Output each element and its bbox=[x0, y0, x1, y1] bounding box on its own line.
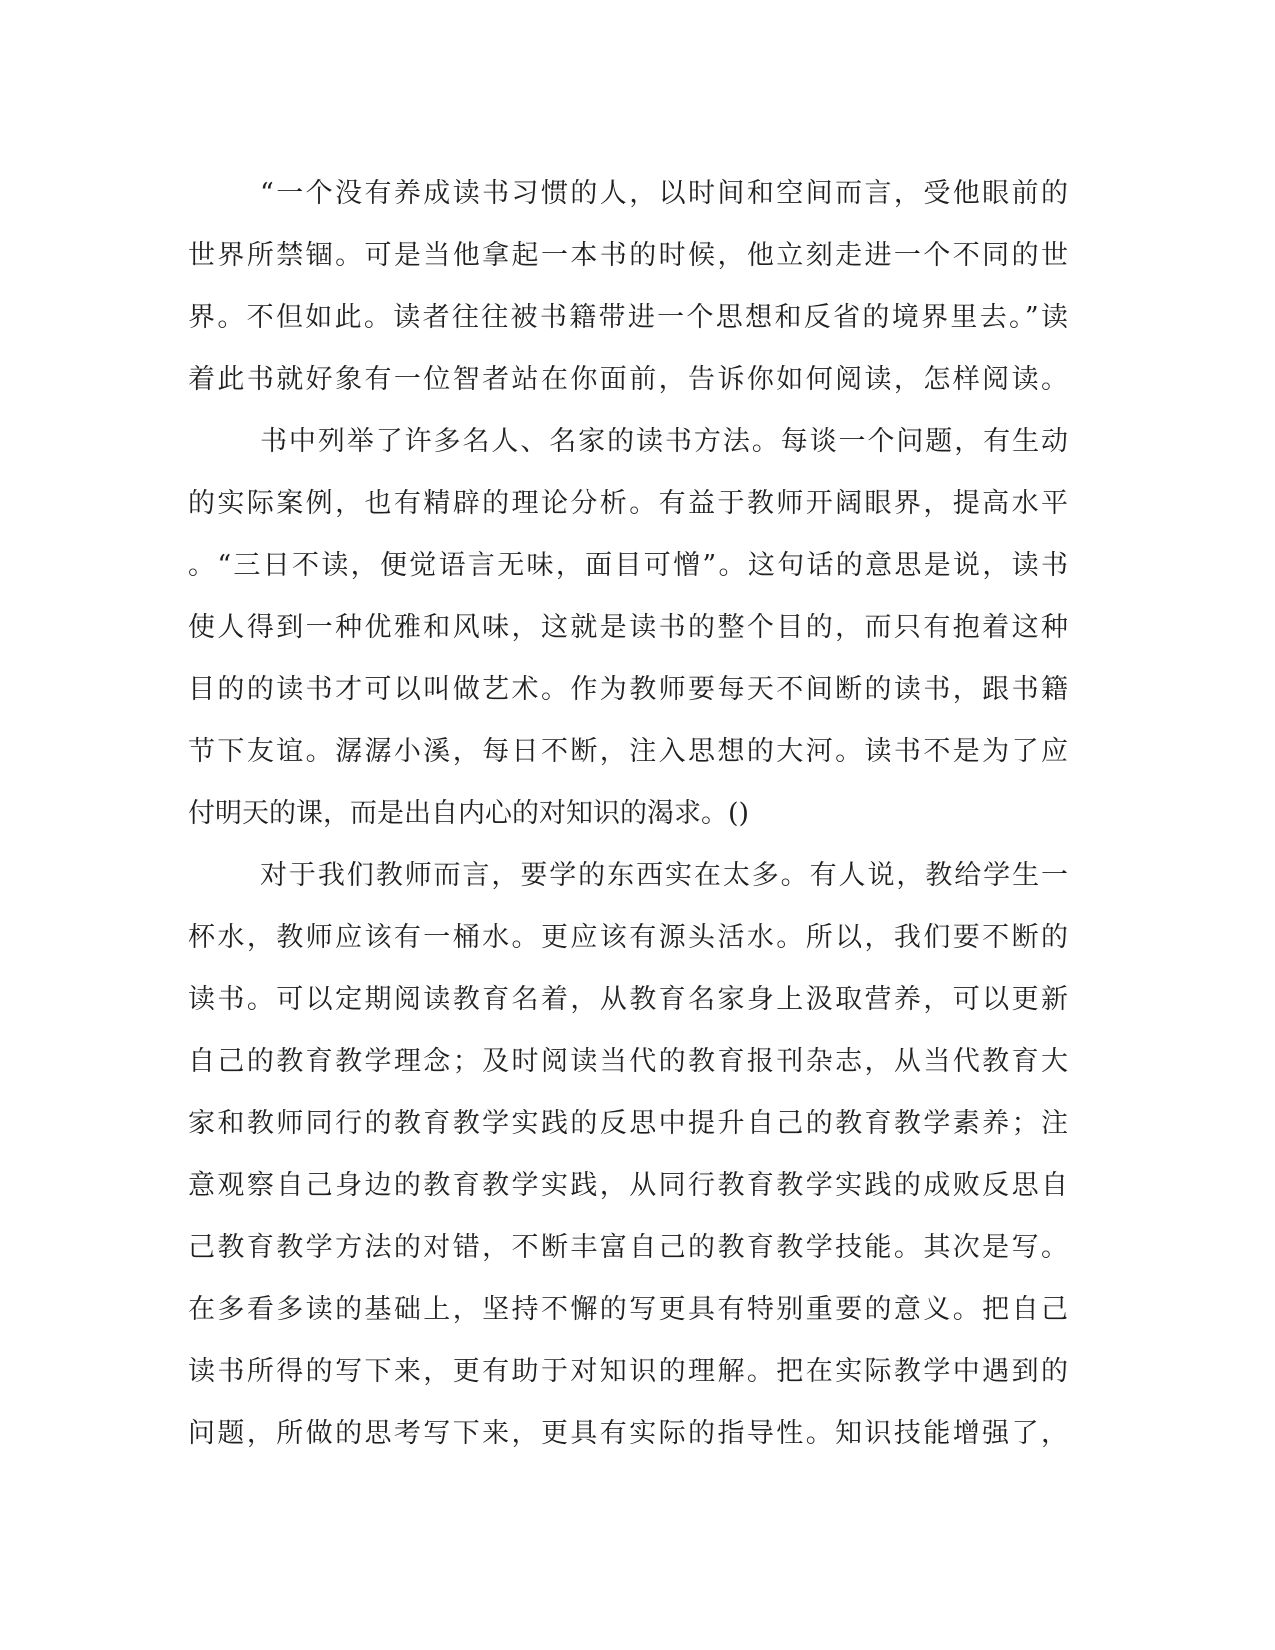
paragraph-3-line-7: 己教育教学方法的对错，不断丰富自己的教育教学技能。其次是写。 bbox=[188, 1232, 1068, 1263]
paragraph-3-line-3: 读书。可以定期阅读教育名着，从教育名家身上汲取营养，可以更新 bbox=[188, 984, 1068, 1015]
paragraph-3-line-6: 意观察自己身边的教育教学实践，从同行教育教学实践的成败反思自 bbox=[188, 1170, 1068, 1201]
document-body bbox=[188, 163, 1068, 1465]
paragraph-1-line-4: 着此书就好象有一位智者站在你面前，告诉你如何阅读，怎样阅读。 bbox=[188, 364, 1068, 395]
paragraph-3-line-2: 杯水，教师应该有一桶水。更应该有源头活水。所以，我们要不断的 bbox=[188, 922, 1068, 953]
paragraph-3-line-8: 在多看多读的基础上，坚持不懈的写更具有特别重要的意义。把自己 bbox=[188, 1294, 1068, 1325]
paragraph-3-line-4: 自己的教育教学理念；及时阅读当代的教育报刊杂志，从当代教育大 bbox=[188, 1046, 1068, 1077]
paragraph-2-line-7: 付明天的课，而是出自内心的对知识的渴求。() bbox=[188, 798, 750, 829]
paragraph-2-line-4: 使人得到一种优雅和风味，这就是读书的整个目的，而只有抱着这种 bbox=[188, 612, 1068, 643]
paragraph-2-line-1: 书中列举了许多名人、名家的读书方法。每谈一个问题，有生动 bbox=[260, 426, 1068, 457]
paragraph-1-line-3: 界。不但如此。读者往往被书籍带进一个思想和反省的境界里去。”读 bbox=[188, 302, 1068, 333]
paragraph-2-line-5: 目的的读书才可以叫做艺术。作为教师要每天不间断的读书，跟书籍 bbox=[188, 674, 1068, 705]
paragraph-3-line-1: 对于我们教师而言，要学的东西实在太多。有人说，教给学生一 bbox=[260, 860, 1068, 891]
paragraph-3-line-5: 家和教师同行的教育教学实践的反思中提升自己的教育教学素养；注 bbox=[188, 1108, 1068, 1139]
paragraph-1-line-2: 世界所禁锢。可是当他拿起一本书的时候，他立刻走进一个不同的世 bbox=[188, 240, 1068, 271]
paragraph-2-line-3: 。“三日不读，便觉语言无味，面目可憎”。这句话的意思是说，读书 bbox=[188, 550, 1068, 581]
paragraph-1-line-1: “一个没有养成读书习惯的人，以时间和空间而言，受他眼前的 bbox=[260, 178, 1068, 209]
paragraph-2-line-2: 的实际案例，也有精辟的理论分析。有益于教师开阔眼界，提高水平 bbox=[188, 488, 1068, 519]
paragraph-3-line-10: 问题，所做的思考写下来，更具有实际的指导性。知识技能增强了， bbox=[188, 1418, 1068, 1449]
paragraph-2-line-6: 节下友谊。潺潺小溪，每日不断，注入思想的大河。读书不是为了应 bbox=[188, 736, 1068, 767]
paragraph-3-line-9: 读书所得的写下来，更有助于对知识的理解。把在实际教学中遇到的 bbox=[188, 1356, 1068, 1387]
